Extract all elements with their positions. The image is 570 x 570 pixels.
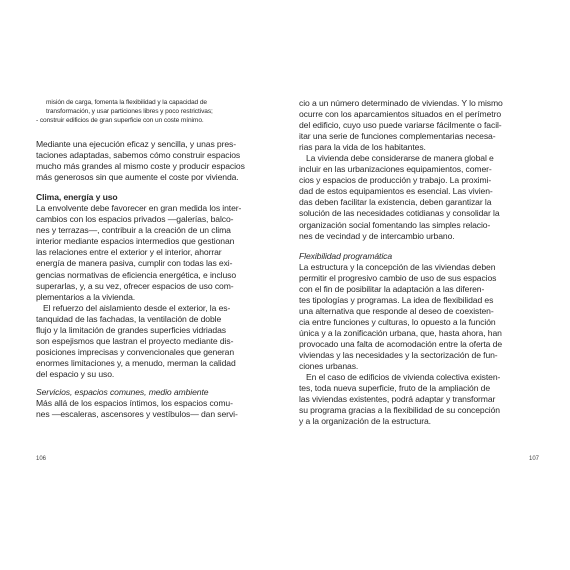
spacer (36, 380, 264, 387)
list-line: transformación, y usar particiones libres y poco restrictivas; (46, 108, 213, 115)
paragraph-line: viviendas y las necesidades y la sectorización de fun- (299, 350, 498, 361)
paragraph-line: nes de vecindad y de intercambio urbano. (299, 230, 455, 241)
paragraph-line: solución de las necesidades cotidianas y consolidar la (299, 208, 500, 219)
paragraph-line: incluir en las urbanizaciones equipamientos, comer- (299, 164, 492, 175)
paragraph-line: del espacio y su uso. (36, 368, 115, 379)
list-line: - construir edificios de gran superficie con un coste mínimo. (36, 117, 204, 124)
paragraph-line: rias para la vida de los habitantes. (299, 142, 426, 153)
paragraph-line: flujo y la limitación de grandes superficies vidriadas (36, 324, 226, 335)
paragraph-line: única y a la zonificación urbana, que, hasta ahora, han (299, 327, 502, 338)
paragraph-line: das deben facilitar la existencia, deben garantizar la (299, 197, 492, 208)
paragraph-line: enormes limitaciones y, a menudo, merman la calidad (36, 357, 236, 368)
paragraph-line: itar una serie de funciones complementarias necesa- (299, 131, 496, 142)
paragraph-line: posiciones imprecisas y convencionales que generan (36, 346, 235, 357)
left-text-column (36, 98, 264, 420)
paragraph-line: una alternativa que responde al deseo de coexisten- (299, 305, 494, 316)
paragraph-line: cio a un número determinado de viviendas. Y lo mismo (299, 98, 503, 108)
paragraph-line: nes y terrazas—, contribuir a la creación de un clima (36, 225, 231, 236)
paragraph-line: La vivienda debe considerarse de manera global e (306, 153, 494, 164)
paragraph-line: interior mediante espacios intermedios que gestionan (36, 236, 235, 247)
paragraph-line: tanquidad de las fachadas, la ventilación de doble (36, 313, 222, 324)
paragraph-line: tes, toda nueva superficie, fruto de la ampliación de (299, 383, 491, 394)
right-text-column (299, 98, 523, 427)
right-page (285, 0, 570, 570)
paragraph-line: con el fin de posibilitar la adaptación a las diferen- (299, 283, 485, 294)
paragraph-line: cia entre funciones y culturas, lo opuesto a la función (299, 316, 496, 327)
paragraph-line: permitir el progresivo cambio de uso de sus espacios (299, 272, 497, 283)
paragraph-line: las viviendas existentes, podrá adaptar y transformar (299, 394, 496, 405)
paragraph-line: En el caso de edificios de vivienda colectiva existen- (306, 372, 501, 383)
page-number: 107 (529, 456, 540, 462)
page-number: 106 (36, 456, 47, 462)
paragraph-line: taciones adaptadas, sabemos cómo construir espacios (36, 150, 241, 161)
paragraph-line: organización social fomentando las simples relacio- (299, 219, 491, 230)
paragraph-line: mucho más grandes al mismo coste y producir espacios (36, 161, 245, 172)
paragraph-line: dad de estos equipamientos es esencial. Las vivien- (299, 186, 493, 197)
paragraph-line: ciones urbanas. (299, 361, 359, 372)
paragraph-line: son espejismos que lastran el proyecto mediante dis- (36, 335, 234, 346)
paragraph-line: provocado una falta de acomodación entre la oferta de (299, 338, 503, 349)
paragraph-line: cambios con los espacios privados —galerías, balco- (36, 214, 234, 225)
paragraph-line: su programa gracias a la flexibilidad de su concepción (299, 405, 500, 416)
spacer (36, 183, 264, 192)
paragraph-line: El refuerzo del aislamiento desde el exterior, la es- (43, 302, 231, 313)
paragraph-line: Más allá de los espacios íntimos, los espacios comu- (36, 398, 233, 409)
paragraph-line: y a la organización de la estructura. (299, 416, 431, 427)
paragraph-line: superarlas, y, a su vez, ofrecer espacios de uso com- (36, 280, 234, 291)
section-heading: Servicios, espacios comunes, medio ambiente (36, 386, 209, 397)
paragraph-line: energía de manera pasiva, cumplir con todas las exi- (36, 258, 233, 269)
paragraph-line: del edificio, cuyo uso puede variarse fácilmente o facil- (299, 120, 502, 131)
paragraph-line: plementarios a la vivienda. (36, 291, 136, 302)
paragraph-line: más generosos sin que aumente el coste por vivienda. (36, 172, 239, 183)
list-line: misión de carga, fomenta la flexibilidad y la capacidad de (46, 99, 207, 106)
paragraph-line: nes —escaleras, ascensores y vestíbulos— dan servi- (36, 409, 238, 420)
section-heading: Flexibilidad programática (299, 250, 393, 261)
paragraph-line: las relaciones entre el exterior y el interior, ahorrar (36, 247, 222, 258)
paragraph-line: gencias normativas de eficiencia energética, e incluso (36, 269, 237, 280)
spacer (36, 125, 264, 139)
paragraph-line: ocurre con los aparcamientos situados en el perímetro (299, 109, 502, 120)
spacer (299, 242, 523, 251)
paragraph-line: La envolvente debe favorecer en gran medida los inter- (36, 203, 242, 214)
paragraph-line: tes tipologías y programas. La idea de flexibilidad es (299, 294, 494, 305)
paragraph-line: cios y espacios de producción y trabajo. La proximi- (299, 175, 492, 186)
section-heading: Clima, energía y uso (36, 192, 118, 203)
paragraph-line: La estructura y la concepción de las viviendas deben (299, 261, 496, 272)
paragraph-line: Mediante una ejecución eficaz y sencilla, y unas pres- (36, 139, 237, 149)
